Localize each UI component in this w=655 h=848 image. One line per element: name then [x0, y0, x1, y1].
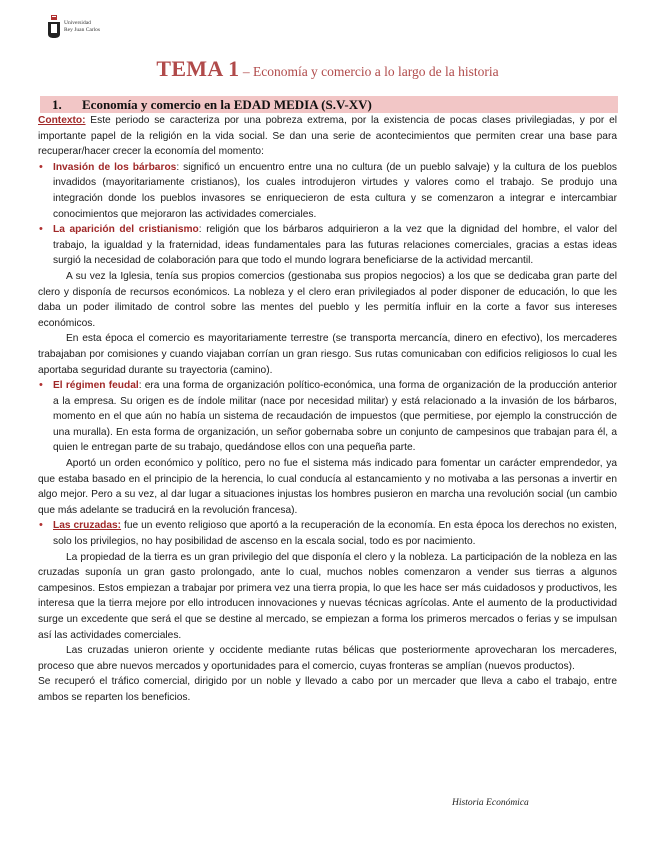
bullet-item-cruzadas — [38, 518, 617, 549]
page-footer: Historia Económica — [452, 798, 529, 808]
title-sub: – Economía y comercio a lo largo de la historia — [239, 64, 499, 79]
bullet-item-feudal — [38, 378, 617, 456]
bullet-icon: • — [39, 379, 43, 392]
section-heading — [40, 96, 618, 113]
bullet-icon: • — [39, 223, 43, 236]
paragraph-cruzadas: Las cruzadas unieron oriente y occidente mediante rutas bélicas que posteriormente aprovecharan los mercaderes, proceso que abre nuevos mercados y oportunidades para el comercio, cuyas fronteras se amplían (nuevos productos). — [38, 645, 617, 672]
university-logo — [47, 14, 100, 40]
context-paragraph — [38, 113, 617, 160]
bullet-label: Las cruzadas: — [53, 520, 122, 532]
bullet-icon: • — [39, 519, 43, 532]
crown-emblem-icon — [47, 15, 61, 39]
page-title — [0, 56, 655, 82]
paragraph-propiedad: La propiedad de la tierra es un gran privilegio del que disponía el clero y la nobleza. La participación de la nobleza en las cruzadas suponía un gran gasto prolongado, ante lo cual, muchos nobles comenzaron a vender sus tierras a algunos campesinos. Estos empiezan a trabajar por primera vez una tierra propia, lo que les hace ser más cuidadosos y productivos, les interesa que la tierra mejore por ello introducen innovaciones y nuevas técnicas agrícolas. Ante el aumento de la productividad surge un excedente que será el que se destine al mercado, se empiezan a forma los primeros mercados o ferias y se impulsan así las actividades comerciales. — [38, 551, 617, 641]
bullet-text: fue un evento religioso que aportó a la recuperación de la economía. En esta época los derechos no existen, solo los privilegios, no hay posibilidad de ascenso en la escala social, todo es por nacimiento. — [53, 520, 617, 548]
bullet-text: : religión que los bárbaros adquirieron a la vez que la dignidad del hombre, el valor del trabajo, la igualdad y la fraternidad, ideas fundamentales para las futuras relaciones comerciales, gracias a estas ideas surgió la necesidad de colaboración para que todo el mundo lograra beneficiarse de la actividad mercantil. — [53, 224, 617, 267]
bullet-icon: • — [39, 160, 43, 173]
bullet-text: : significó un encuentro entre una no cultura (de un pueblo salvaje) y la cultura de los pueblos invadidos (mayoritariamente cristianos), los cuales introdujeron virtudes y valores como el trabajo. Se produjo una integración donde los pueblos invasores se enriquecieron de esta cultura y se comenzaron a integrar e intercambiar conocimientos que mejoraron las actividades comerciales. — [53, 161, 617, 220]
document-body — [38, 113, 617, 706]
bullet-text: : era una forma de organización político-económica, una forma de organización de la producción anterior a la empresa. Su origen es de índole militar (nace por necesidad militar) y está relacionado a la invasión de los bárbaros, momento en el que aún no había un sistema de recaudación de impuestos (que permitiese, por ejemplo la construcción de una muralla). En esta forma de organización, un señor gobernaba sobre un conjunto de campesinos que trabajan para él, a quien le entregan parte de su trabajo, quedándose ellos con una pequeña parte. — [53, 380, 617, 454]
paragraph-comercio: En esta época el comercio es mayoritariamente terrestre (se transporta mercancía, dinero en efectivo), los mercaderes trabajaban por comisiones y cuando viajaban corrían un gran riesgo. Sus rutas comunicaban con edificios religiosos lo cual les aportaba seguridad durante su trayectoria (camino). — [38, 333, 617, 376]
title-main: TEMA 1 — [156, 56, 240, 81]
context-text: Este periodo se caracteriza por una pobreza extrema, por la existencia de pocas clases privilegiadas, y por el importante papel de la religión en la vida social. Se dan una serie de acontecimientos que permiten crear una base para recuperar/hacer crecer la economía del momento: — [38, 115, 617, 158]
paragraph-trafico: Se recuperó el tráfico comercial, dirigido por un noble y llevado a cabo por un mercader que lleva a cabo el trabajo, entre ambos se reparten los beneficios. — [38, 676, 617, 703]
bullet-label: La aparición del cristianismo — [53, 224, 199, 236]
bullet-item-cristianismo — [38, 222, 617, 269]
paragraph-iglesia: A su vez la Iglesia, tenía sus propios comercios (gestionaba sus propios negocios) a los que se dedicaba gran parte del clero y disponía de recursos económicos. La nobleza y el clero eran privilegiados al poder disponer de educación, lo que les daba un poder ilimitado de control sobre las mentes del pueblo y les permitía influir en la corte a favor sus intereses económicos. — [38, 270, 617, 329]
section-title: Economía y comercio en la EDAD MEDIA (S.V-XV) — [82, 97, 372, 112]
section-number: 1. — [52, 97, 62, 112]
logo-line-1: Universidad — [64, 20, 91, 26]
logo-text — [64, 20, 100, 34]
context-label: Contexto: — [38, 115, 86, 126]
bullet-label: El régimen feudal — [53, 380, 139, 392]
bullet-item-barbaros — [38, 160, 617, 222]
bullet-label: Invasión de los bárbaros — [53, 161, 177, 173]
logo-line-2: Rey Juan Carlos — [64, 27, 101, 33]
paragraph-orden: Aportó un orden económico y político, pero no fue el sistema más indicado para fomentar un carácter emprendedor, ya que estaba basado en el principio de la herencia, lo cual conducía al estancamiento y no motivaba a las personas a invertir en algo mejor. Pero a su vez, al dar lugar a situaciones injustas los hombres pusieron en marcha una revolución social (un cambio que más adelante se traducirá en la revolución francesa). — [38, 458, 617, 516]
